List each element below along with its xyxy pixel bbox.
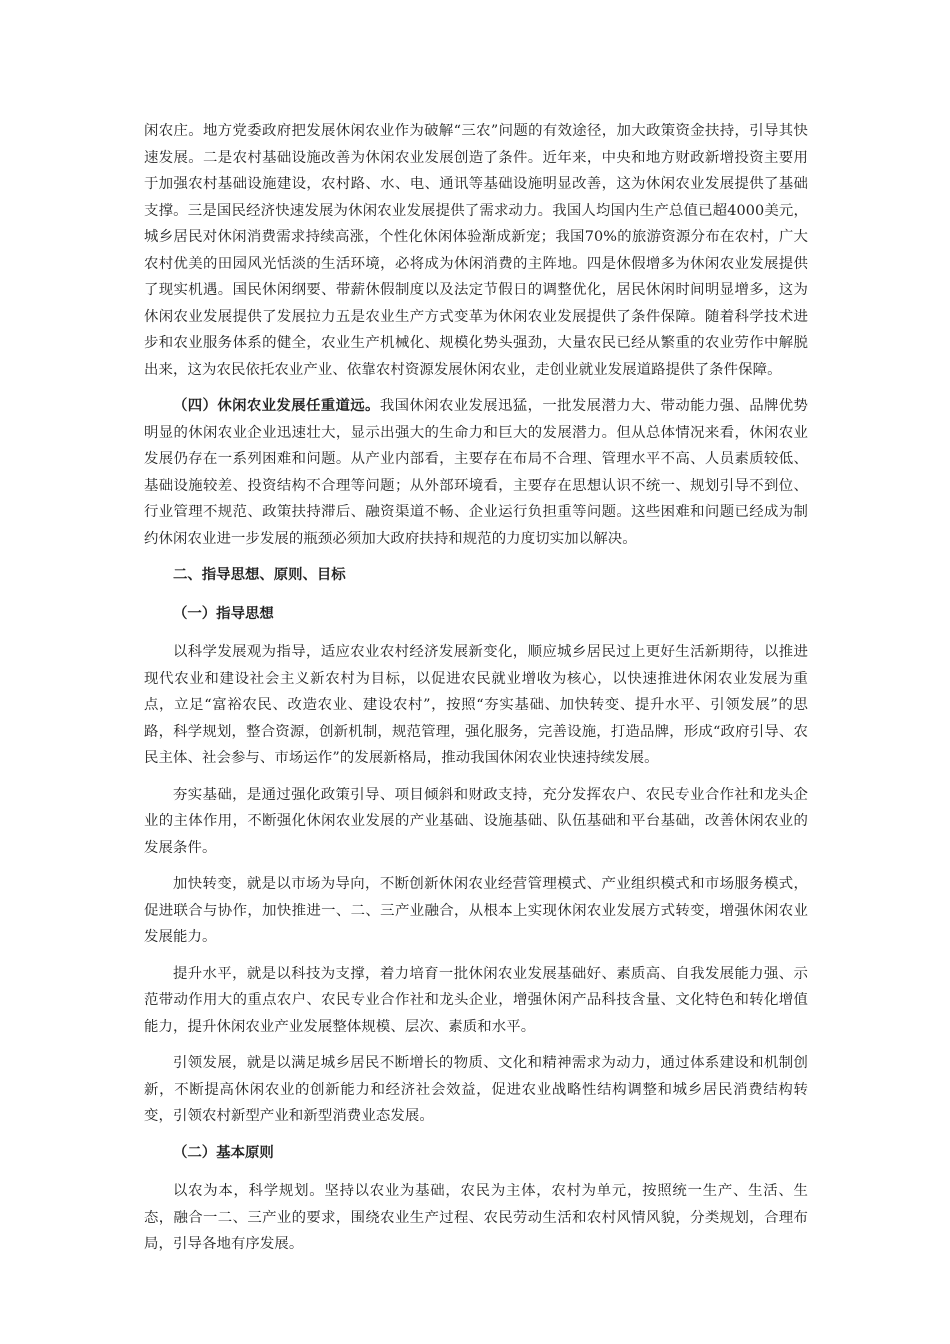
subsection-heading-guiding-ideology: （一）指导思想 bbox=[173, 605, 274, 622]
paragraph-guiding-ideology: 以科学发展观为指导，适应农业农村经济发展新变化，顺应城乡居民过上更好生活新期待，以推进现代农业和建设社会主义新农村为目标，以促进农民就业增收为核心，以快速推进休闲农业发展为重点，立足“富裕农民、改造农业、建设农村”，按照“夯实基础、加快转变、提升水平、引领发展”的思路，科学规划，整合资源，创新机制，规范管理，强化服务，完善设施，打造品牌，形成“政府引导、农民主体、社会参与、市场运作”的发展新格局，推动我国休闲农业快速持续发展。 bbox=[144, 644, 808, 766]
paragraph-raise-level: 提升水平，就是以科技为支撑，着力培育一批休闲农业发展基础好、素质高、自我发展能力强、示范带动作用大的重点农户、农民专业合作社和龙头企业，增强休闲产品科技含量、文化特色和转化增值能力，提升休闲农业产业发展整体规模、层次、素质和水平。 bbox=[144, 965, 808, 1035]
paragraph-development-conditions: 闲农庄。地方党委政府把发展休闲农业作为破解“三农”问题的有效途径，加大政策资金扶持，引导其快速发展。二是农村基础设施改善为休闲农业发展创造了条件。近年来，中央和地方财政新增投资主要用于加强农村基础设施建设，农村路、水、电、通讯等基础设施明显改善，这为休闲农业发展提供了基础支撑。三是国民经济快速发展为休闲农业发展提供了需求动力。我国人均国内生产总值已超4000美元，城乡居民对休闲消费需求持续高涨，个性化休闲体验渐成新宠；我国70%的旅游资源分布在农村，广大农村优美的田园风光恬淡的生活环境，必将成为休闲消费的主阵地。四是休假增多为休闲农业发展提供了现实机遇。国民休闲纲要、带薪休假制度以及法定节假日的调整优化，居民休闲时间明显增多，这为休闲农业发展提供了发展拉力五是农业生产方式变革为休闲农业发展提供了条件保障。随着科学技术进步和农业服务体系的健全，农业生产机械化、规模化势头强劲，大量农民已经从繁重的农业劳作中解脱出来，这为农民依托农业产业、依靠农村资源发展休闲农业，走创业就业发展道路提供了条件保障。 bbox=[144, 123, 808, 378]
paragraph-challenges bbox=[144, 393, 808, 552]
paragraph-lead-development: 引领发展，就是以满足城乡居民不断增长的物质、文化和精神需求为动力，通过体系建设和机制创新，不断提高休闲农业的创新能力和经济社会效益，促进农业战略性结构调整和城乡居民消费结构转变，引领农村新型产业和新型消费业态发展。 bbox=[144, 1055, 808, 1124]
paragraph-agriculture-based-planning: 以农为本，科学规划。坚持以农业为基础，农民为主体，农村为单元，按照统一生产、生活、生态，融合一二、三产业的要求，围绕农业生产过程、农民劳动生活和农村风情风貌，分类规划，合理布局，引导各地有序发展。 bbox=[144, 1183, 808, 1252]
paragraph-lead-heading: （四）休闲农业发展任重道远。 bbox=[173, 398, 380, 414]
paragraph-accelerate-transformation: 加快转变，就是以市场为导向，不断创新休闲农业经营管理模式、产业组织模式和市场服务模式，促进联合与协作，加快推进一、二、三产业融合，从根本上实现休闲农业发展方式转变，增强休闲农业发展能力。 bbox=[144, 876, 808, 945]
document-body bbox=[144, 118, 808, 1268]
paragraph-challenges-body: 我国休闲农业发展迅猛，一批发展潜力大、带动能力强、品牌优势明显的休闲农业企业迅速壮大，显示出强大的生命力和巨大的发展潜力。但从总体情况来看，休闲农业发展仍存在一系列困难和问题。从产业内部看，主要存在布局不合理、管理水平不高、人员素质较低、基础设施较差、投资结构不合理等问题；从外部环境看，主要存在思想认识不统一、规划引导不到位、行业管理不规范、政策扶持滞后、融资渠道不畅、企业运行负担重等问题。这些困难和问题已经成为制约休闲农业进一步发展的瓶颈必须加大政府扶持和规范的力度切实加以解决。 bbox=[144, 398, 809, 547]
subsection-heading-basic-principles: （二）基本原则 bbox=[173, 1144, 274, 1161]
paragraph-solid-foundation: 夯实基础，是通过强化政策引导、项目倾斜和财政支持，充分发挥农户、农民专业合作社和龙头企业的主体作用，不断强化休闲农业发展的产业基础、设施基础、队伍基础和平台基础，改善休闲农业的发展条件。 bbox=[144, 786, 808, 856]
section-heading-guiding-principles: 二、指导思想、原则、目标 bbox=[173, 567, 346, 583]
